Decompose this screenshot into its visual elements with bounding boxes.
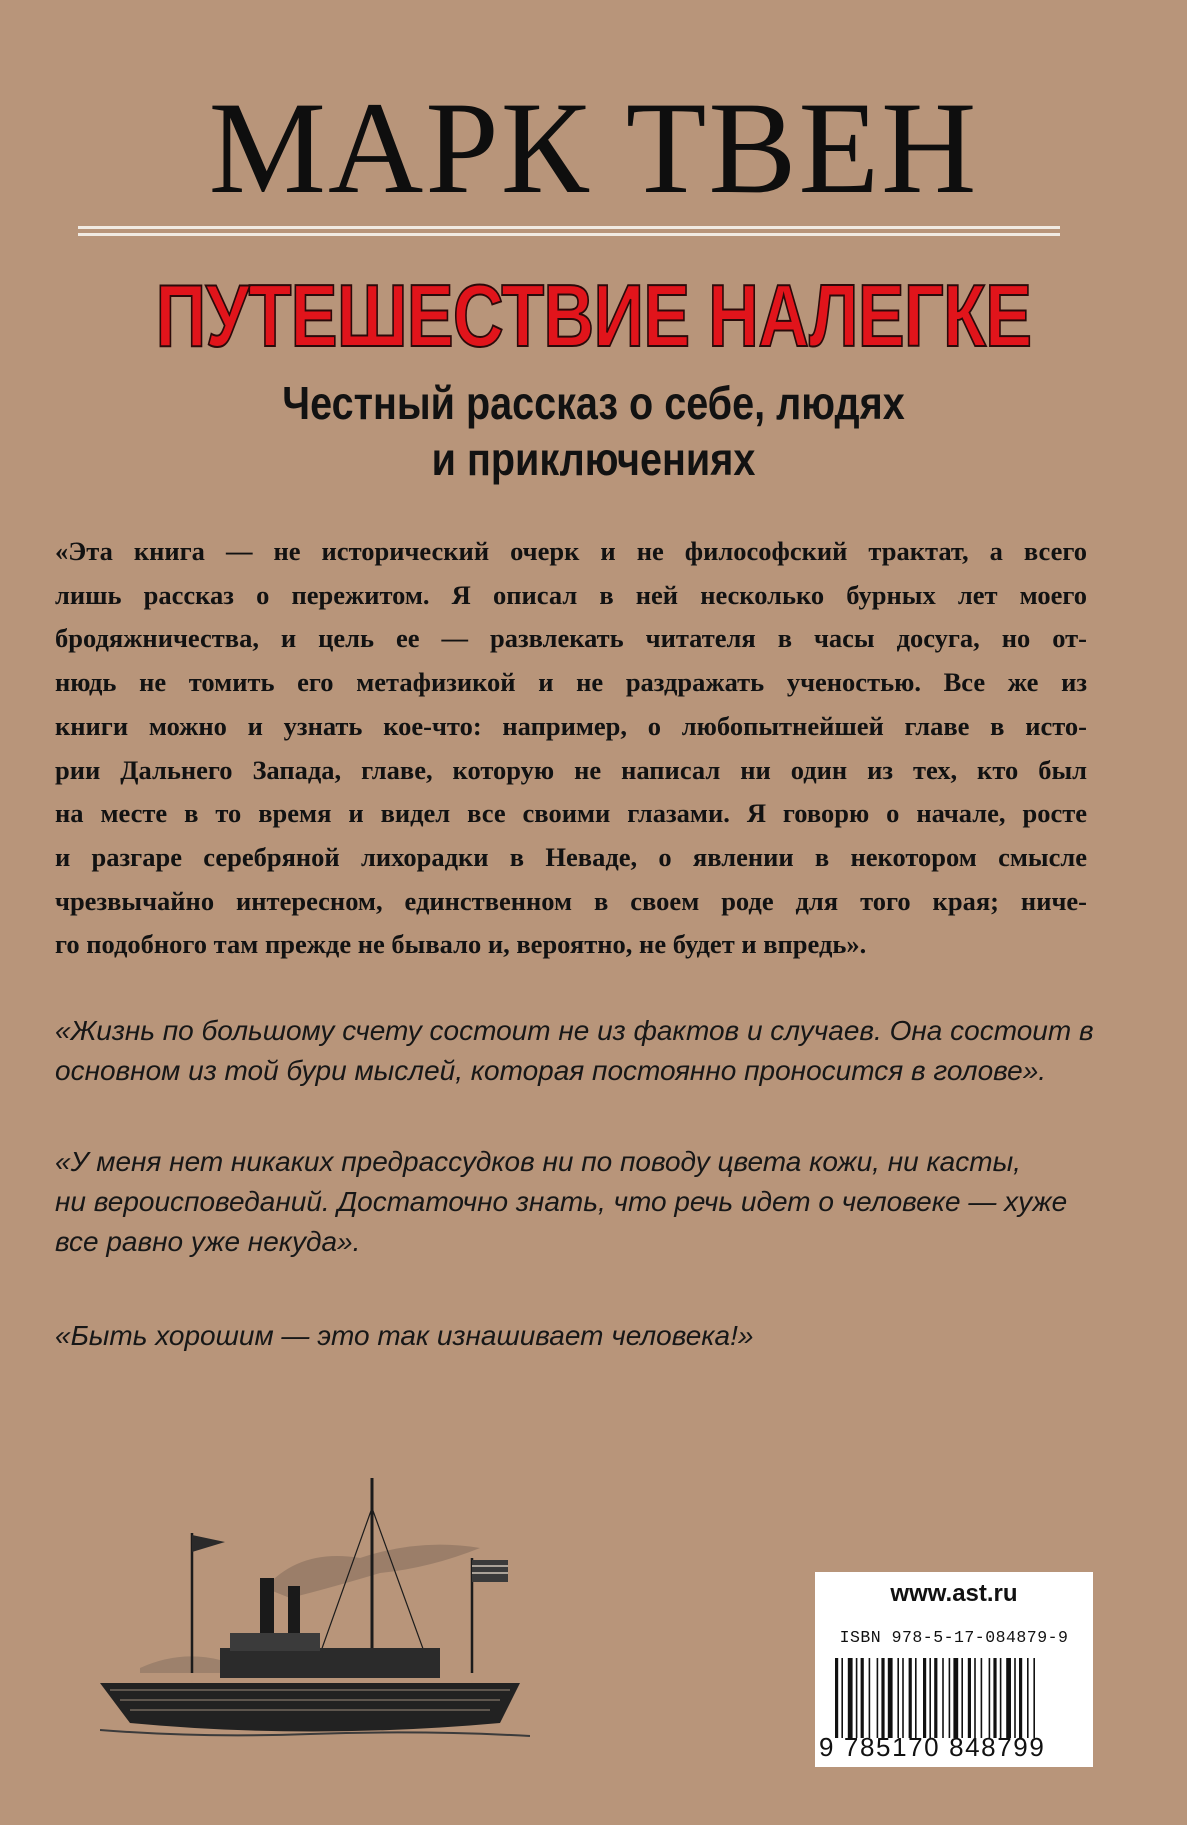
book-subtitle	[83, 375, 1104, 487]
barcode-bar	[942, 1658, 944, 1738]
quote-line: рии Дальнего Запада, главе, которую не написал ни один из тех, кто был	[55, 754, 1087, 785]
quote-line: книги можно и узнать кое-что: например, о любопытнейшей главе в исто-	[55, 710, 1087, 741]
quote-prejudice	[55, 1142, 1087, 1262]
barcode-bar	[949, 1658, 951, 1738]
quote-line: ни вероисповеданий. Достаточно знать, что речь идет о человеке — хуже	[55, 1186, 1068, 1217]
quote-line: лишь рассказ о пережитом. Я описал в ней несколько бурных лет моего	[55, 579, 1087, 610]
barcode-bar	[1027, 1658, 1029, 1738]
barcode-bar	[881, 1658, 884, 1738]
barcode-graphic	[835, 1658, 1091, 1738]
quote-line: «У меня нет никаких предрассудков ни по поводу цвета кожи, ни касты,	[55, 1146, 1021, 1177]
main-quote	[55, 530, 1087, 967]
quote-line: все равно уже некуда».	[55, 1226, 361, 1257]
barcode-bar	[909, 1658, 912, 1738]
barcode-bar	[835, 1658, 838, 1738]
quote-line: на месте в то время и видел все своими глазами. Я говорю о начале, росте	[55, 798, 1087, 829]
barcode-bar	[877, 1658, 879, 1738]
quote-line: «Эта книга — не исторический очерк и не философский трактат, а всего	[55, 536, 1087, 566]
barcode-bar	[953, 1658, 958, 1738]
barcode-bar	[1014, 1658, 1016, 1738]
barcode-bar	[869, 1658, 871, 1738]
divider-line-bottom	[78, 233, 1060, 236]
barcode-bar	[888, 1658, 893, 1738]
barcode-bar	[923, 1658, 926, 1738]
quote-life	[55, 1011, 1094, 1091]
divider-line-top	[78, 226, 1060, 229]
barcode-bar	[841, 1658, 843, 1738]
barcode-digits: 9 785170 848799	[819, 1732, 1046, 1762]
isbn-barcode-block	[815, 1572, 1093, 1767]
quote-line: чрезвычайно интересном, единственном в своем роде для того края; ниче-	[55, 885, 1087, 916]
barcode-bar	[934, 1658, 937, 1738]
barcode-bar	[1019, 1658, 1022, 1738]
barcode-bar	[1033, 1658, 1035, 1738]
barcode-bar	[861, 1658, 864, 1738]
subtitle-line: и приключениях	[431, 433, 756, 485]
quote-line: «Жизнь по большому счету состоит не из фактов и случаев. Она состоит в	[55, 1015, 1094, 1046]
subtitle-line: Честный рассказ о себе, людях	[282, 377, 905, 429]
barcode-bar	[961, 1658, 963, 1738]
barcode-bar	[929, 1658, 931, 1738]
quote-line: нюдь не томить его метафизикой и не раздражать ученостью. Все же из	[55, 667, 1087, 698]
publisher-website[interactable]: www.ast.ru	[890, 1580, 1018, 1607]
barcode-bar	[902, 1658, 904, 1738]
quote-good	[55, 1316, 1087, 1356]
author-name: МАРК ТВЕН	[208, 74, 979, 221]
isbn-number: ISBN 978-5-17-084879-9	[839, 1628, 1069, 1647]
quote-line: и разгаре серебряной лихорадки в Неваде, о явлении в некотором смысле	[55, 841, 1087, 872]
barcode-bar	[848, 1658, 853, 1738]
book-title: ПУТЕШЕСТВИЕ НАЛЕГКЕ	[155, 266, 1032, 365]
barcode-bar	[989, 1658, 991, 1738]
barcode-bar	[1006, 1658, 1011, 1738]
quote-line: го подобного там прежде не бывало и, вероятно, не будет и впредь».	[55, 929, 867, 960]
quote-line: основном из той бури мыслей, которая постоянно проносится в голове».	[55, 1055, 1047, 1086]
barcode-bar	[974, 1658, 976, 1738]
barcode-bar	[993, 1658, 996, 1738]
quote-line: «Быть хорошим — это так изнашивает человека!»	[55, 1320, 754, 1351]
barcode-bar	[915, 1658, 917, 1738]
barcode-bar	[856, 1658, 858, 1738]
quote-line: бродяжничества, и цель ее — развлекать читателя в часы досуга, но от-	[55, 623, 1087, 654]
steamboat-illustration	[100, 1478, 530, 1743]
barcode-bar	[981, 1658, 983, 1738]
barcode-bar	[1000, 1658, 1002, 1738]
barcode-bar	[897, 1658, 899, 1738]
barcode-bar	[968, 1658, 971, 1738]
